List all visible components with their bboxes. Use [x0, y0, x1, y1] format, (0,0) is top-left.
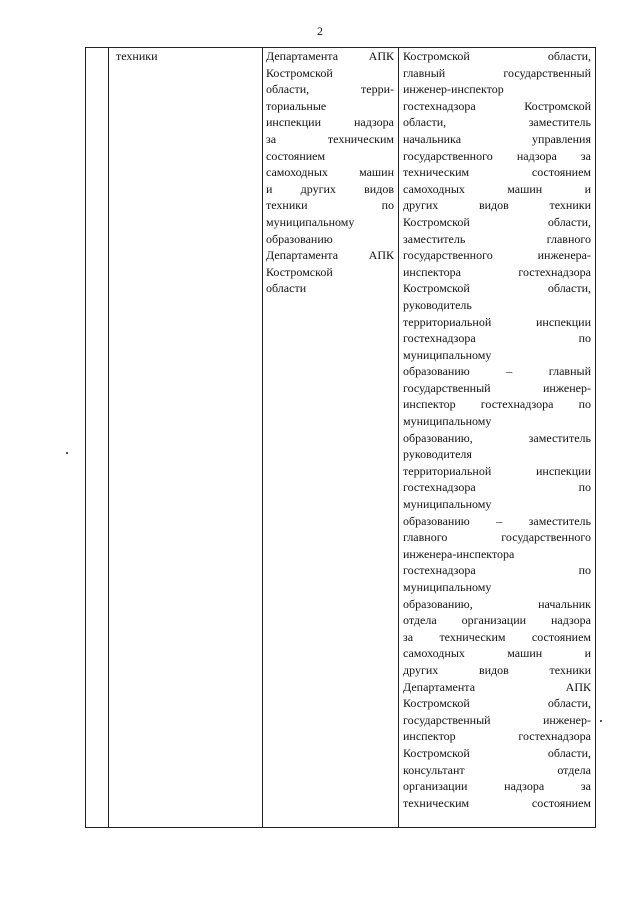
cell-line: других видов техники [403, 198, 591, 213]
cell-line: Департамента АПК [266, 49, 394, 63]
cell-line: территориальной инспекции [403, 463, 591, 478]
cell-line: государственный инженер- [403, 712, 591, 727]
cell-line: самоходных машин и [403, 181, 591, 196]
cell-line: территориальной инспекции [403, 314, 591, 329]
cell-line: области [266, 281, 307, 296]
cell-line: самоходных машин и [403, 646, 591, 661]
cell-line: муниципальному [266, 214, 355, 229]
cell-line: организации надзора за [403, 779, 591, 794]
cell-line: Костромской области, [403, 281, 591, 296]
cell-line: инженера-инспектора [403, 546, 515, 561]
cell-line: образованию – главный [403, 364, 591, 379]
cell-line: муниципальному [403, 347, 492, 362]
cell-line: Департамента АПК [403, 679, 591, 694]
cell-line: Костромской [266, 264, 333, 279]
cell-line: муниципальному [403, 497, 492, 512]
cell-line: Костромской [266, 65, 333, 80]
cell-line: состоянием [266, 148, 326, 163]
cell-line: техническим состоянием [403, 795, 591, 810]
scan-speck [66, 452, 68, 454]
cell-line: муниципальному [403, 580, 492, 594]
cell-line: гостехнадзора по [403, 563, 591, 578]
cell-line: главный государственный [403, 65, 591, 80]
cell-line: заместитель главного [403, 231, 591, 246]
page-number: 2 [317, 24, 323, 38]
cell-line: начальника управления [403, 131, 591, 146]
scan-speck [600, 720, 602, 722]
cell-line: за техническим состоянием [403, 629, 591, 644]
cell-line: техническим состоянием [403, 165, 591, 180]
cell-line: образованию, начальник [403, 596, 591, 611]
cell-line: Костромской области, [403, 214, 591, 229]
cell-line: образованию, заместитель [403, 430, 591, 445]
table-cell-officials [399, 48, 596, 828]
cell-line: образованию [266, 231, 333, 246]
cell-line: руководитель [403, 297, 472, 312]
table-cell-authority [263, 48, 399, 828]
cell-line: муниципальному [403, 414, 492, 429]
cell-line: консультант отдела [403, 762, 591, 777]
cell-line: инспектор гостехнадзора по [403, 397, 591, 412]
cell-line: других видов техники [403, 662, 591, 677]
cell-line: гостехнадзора по [403, 480, 591, 495]
cell-line: инженер-инспектор [403, 82, 504, 97]
cell-line: главного государственного [403, 530, 591, 545]
cell-line: области, заместитель [403, 115, 591, 130]
table-row [86, 48, 596, 828]
cell-line: Департамента АПК [266, 248, 394, 263]
cell-line: гостехнадзора по [403, 331, 591, 346]
cell-line: самоходных машин [266, 165, 394, 180]
table-cell-number [86, 48, 109, 828]
cell-line: ториальные [266, 98, 327, 113]
cell-line: государственный инженер- [403, 380, 591, 395]
table-cell-object [109, 48, 263, 828]
cell-line: инспектор гостехнадзора [403, 729, 591, 744]
cell-line: инспекции надзора [266, 115, 394, 130]
cell-line: Костромской области, [403, 696, 591, 711]
cell-line: государственного инженера- [403, 248, 591, 263]
cell-line: техники по [266, 198, 394, 213]
cell-text: техники [116, 49, 158, 63]
cell-line: области, терри- [266, 82, 394, 97]
cell-line: за техническим [266, 131, 394, 146]
cell-line: отдела организации надзора [403, 613, 591, 628]
cell-line: Костромской области, [403, 49, 591, 63]
cell-line: руководителя [403, 447, 472, 462]
cell-line: образованию – заместитель [403, 513, 591, 528]
cell-line: Костромской области, [403, 745, 591, 760]
cell-line: и других видов [266, 181, 394, 196]
cell-line: государственного надзора за [403, 148, 591, 163]
document-table [85, 47, 596, 828]
cell-line: инспектора гостехнадзора [403, 264, 591, 279]
cell-line: гостехнадзора Костромской [403, 98, 591, 113]
